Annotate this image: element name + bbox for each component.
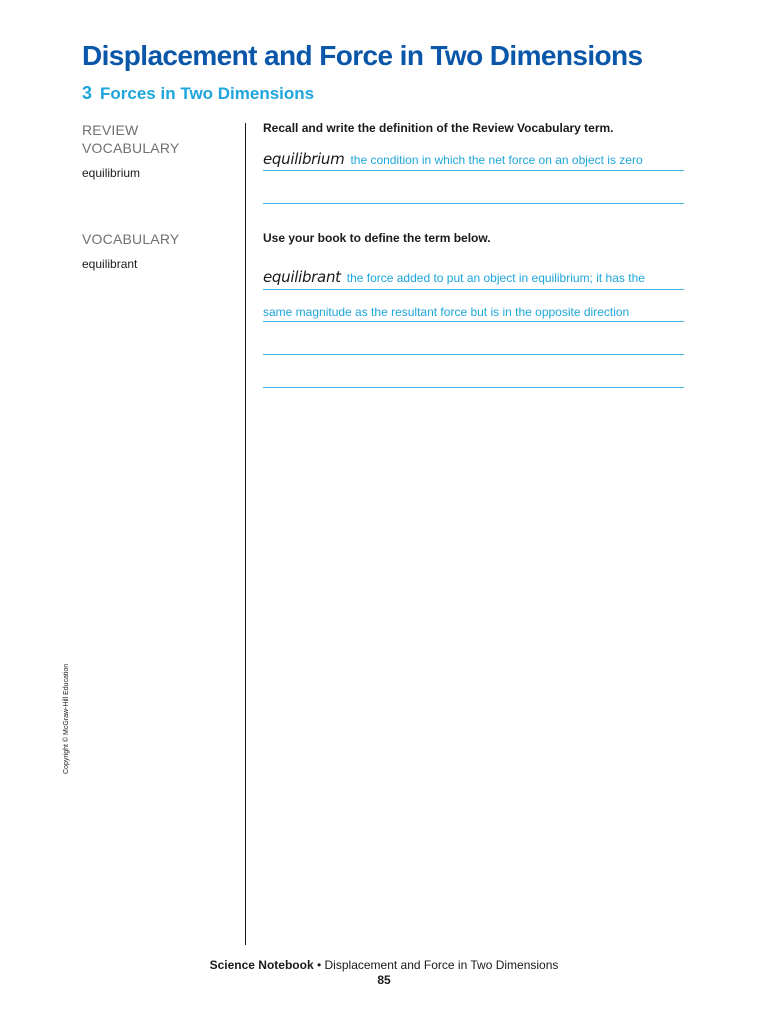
vocabulary-answer-text-2: same magnitude as the resultant force but is in the opposite direction xyxy=(263,305,630,319)
footer-brand: Science Notebook xyxy=(209,958,314,972)
writing-line xyxy=(263,354,684,355)
review-answer-line xyxy=(263,150,684,169)
section-number: 3 xyxy=(82,83,93,103)
footer-separator: • xyxy=(316,958,322,972)
writing-line xyxy=(263,170,684,171)
section-title: Forces in Two Dimensions xyxy=(100,84,315,103)
vocabulary-prompt: Use your book to define the term below. xyxy=(263,231,491,245)
review-vocabulary-heading xyxy=(82,121,179,157)
page-footer xyxy=(0,958,768,972)
review-term: equilibrium xyxy=(82,166,141,180)
copyright-notice: Copyright © McGraw-Hill Education xyxy=(63,663,70,774)
writing-line xyxy=(263,289,684,290)
review-prompt: Recall and write the definition of the Review Vocabulary term. xyxy=(263,121,614,135)
vocabulary-answer-line-1 xyxy=(263,268,684,287)
vocabulary-term: equilibrant xyxy=(82,257,138,271)
review-heading-line2: VOCABULARY xyxy=(82,140,180,156)
review-heading-line1: REVIEW xyxy=(82,122,139,138)
review-handwritten-term: equilibrium xyxy=(263,150,345,168)
footer-chapter: Displacement and Force in Two Dimensions xyxy=(324,958,559,972)
review-answer-text: the condition in which the net force on an object is zero xyxy=(350,153,643,167)
writing-line xyxy=(263,321,684,322)
vocabulary-answer-line-2 xyxy=(263,303,684,321)
vocabulary-answer-text-1: the force added to put an object in equilibrium; it has the xyxy=(346,271,645,285)
writing-line xyxy=(263,387,684,388)
vocabulary-handwritten-term: equilibrant xyxy=(263,268,341,286)
page-title: Displacement and Force in Two Dimensions xyxy=(82,40,643,71)
writing-line xyxy=(263,203,684,204)
section-heading xyxy=(82,83,314,104)
page-number: 85 xyxy=(377,973,391,987)
vocabulary-heading: VOCABULARY xyxy=(82,231,180,247)
column-divider xyxy=(245,123,246,945)
